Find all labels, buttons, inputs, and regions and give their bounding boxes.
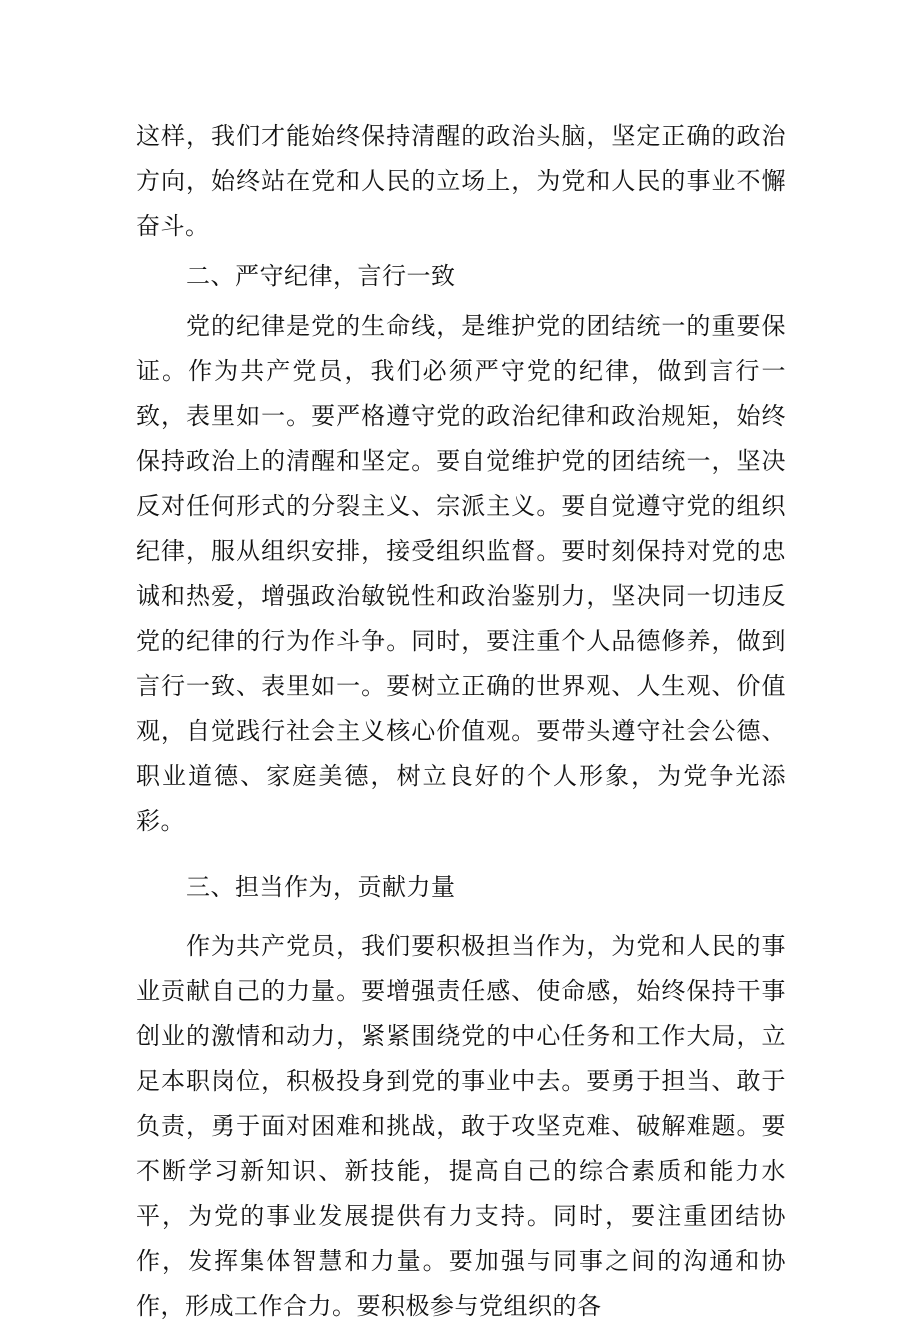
document-body (136, 114, 786, 1329)
section-2-heading: 二、严守纪律，言行一致 (186, 262, 456, 290)
continuation-paragraph: 这样，我们才能始终保持清醒的政治头脑，坚定正确的政治方向，始终站在党和人民的立场上，为党和人民的事业不懈奋斗。 (136, 122, 786, 240)
section-3-body: 作为共产党员，我们要积极担当作为，为党和人民的事业贡献自己的力量。要增强责任感、使命感，始终保持干事创业的激情和动力，紧紧围绕党的中心任务和工作大局，立足本职岗位，积极投身到党的事业中去。要勇于担当、敢于负责，勇于面对困难和挑战，敢于攻坚克难、破解难题。要不断学习新知识、新技能，提高自己的综合素质和能力水平，为党的事业发展提供有力支持。同时，要注重团结协作，发挥集体智慧和力量。要加强与同事之间的沟通和协作，形成工作合力。要积极参与党组织的各 (136, 932, 786, 1320)
section-3-heading: 三、担当作为，贡献力量 (186, 873, 456, 901)
section-2-body: 党的纪律是党的生命线，是维护党的团结统一的重要保证。作为共产党员，我们必须严守党的纪律，做到言行一致，表里如一。要严格遵守党的政治纪律和政治规矩，始终保持政治上的清醒和坚定。要自觉维护党的团结统一，坚决反对任何形式的分裂主义、宗派主义。要自觉遵守党的组织纪律，服从组织安排，接受组织监督。要时刻保持对党的忠诚和热爱，增强政治敏锐性和政治鉴别力，坚决同一切违反党的纪律的行为作斗争。同时，要注重个人品德修养，做到言行一致、表里如一。要树立正确的世界观、人生观、价值观，自觉践行社会主义核心价值观。要带头遵守社会公德、职业道德、家庭美德，树立良好的个人形象，为党争光添彩。 (136, 312, 786, 835)
